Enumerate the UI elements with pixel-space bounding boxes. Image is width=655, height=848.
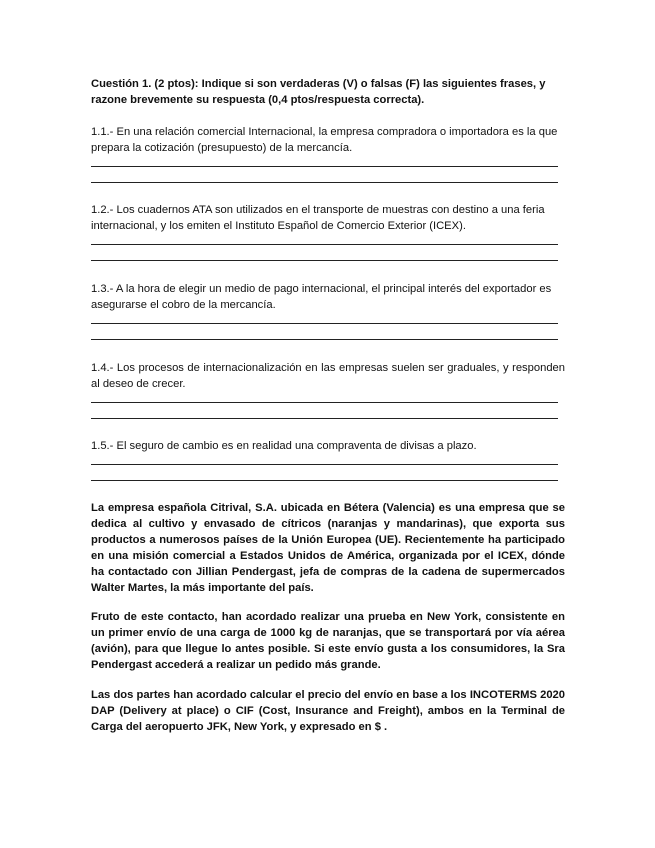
answer-line (91, 323, 558, 324)
case-paragraph-1: La empresa española Citrival, S.A. ubicada en Bétera (Valencia) es una empresa que se dedica al cultivo y envasado de cítricos (naranjas y mandarinas), que exporta sus productos a numerosos países de la Unión Europea (UE). Recientemente ha participado en una misión comercial a Estados Unidos de América, organizada por el ICEX, dónde ha contactado con Jillian Pendergast, jefa de compras de la cadena de supermercados Walter Martes, la más importante del país. (91, 502, 565, 594)
case-paragraph-2: Fruto de este contacto, han acordado realizar una prueba en New York, consistente en un primer envío de una carga de 1000 kg de naranjas, que se transportará por vía aérea (avión), para que llegue lo antes posible. Si este envío gusta a los consumidores, la Sra Pendergast accederá a realizar un pedido más grande. (91, 611, 565, 671)
answer-line (91, 418, 558, 419)
answer-line (91, 182, 558, 183)
question-1-1: 1.1.- En una relación comercial Internacional, la empresa compradora o importadora es la que prepara la cotización (presupuesto) de la mercancía. (91, 126, 558, 154)
answer-line (91, 464, 558, 465)
answer-line (91, 402, 558, 403)
question-1-2: 1.2.- Los cuadernos ATA son utilizados en el transporte de muestras con destino a una feria internacional, y los emiten el Instituto Español de Comercio Exterior (ICEX). (91, 204, 545, 232)
answer-line (91, 480, 558, 481)
question-1-3: 1.3.- A la hora de elegir un medio de pago internacional, el principal interés del exportador es asegurarse el cobro de la mercancía. (91, 283, 552, 311)
question-1-5: 1.5.- El seguro de cambio es en realidad una compraventa de divisas a plazo. (91, 440, 477, 452)
question-intro: Cuestión 1. (2 ptos): Indique si son verdaderas (V) o falsas (F) las siguientes frases, y razone brevemente su respuesta (0,4 ptos/respuesta correcta). (91, 78, 546, 106)
answer-line (91, 339, 558, 340)
answer-line (91, 166, 558, 167)
case-paragraph-3: Las dos partes han acordado calcular el precio del envío en base a los INCOTERMS 2020 DAP (Delivery at place) o CIF (Cost, Insurance and Freight), ambos en la Terminal de Carga del aeropuerto JFK, New York, y expresado en $ . (91, 689, 565, 733)
answer-line (91, 260, 558, 261)
answer-line (91, 244, 558, 245)
question-1-4: 1.4.- Los procesos de internacionalización en las empresas suelen ser graduales, y responden al deseo de crecer. (91, 362, 565, 390)
